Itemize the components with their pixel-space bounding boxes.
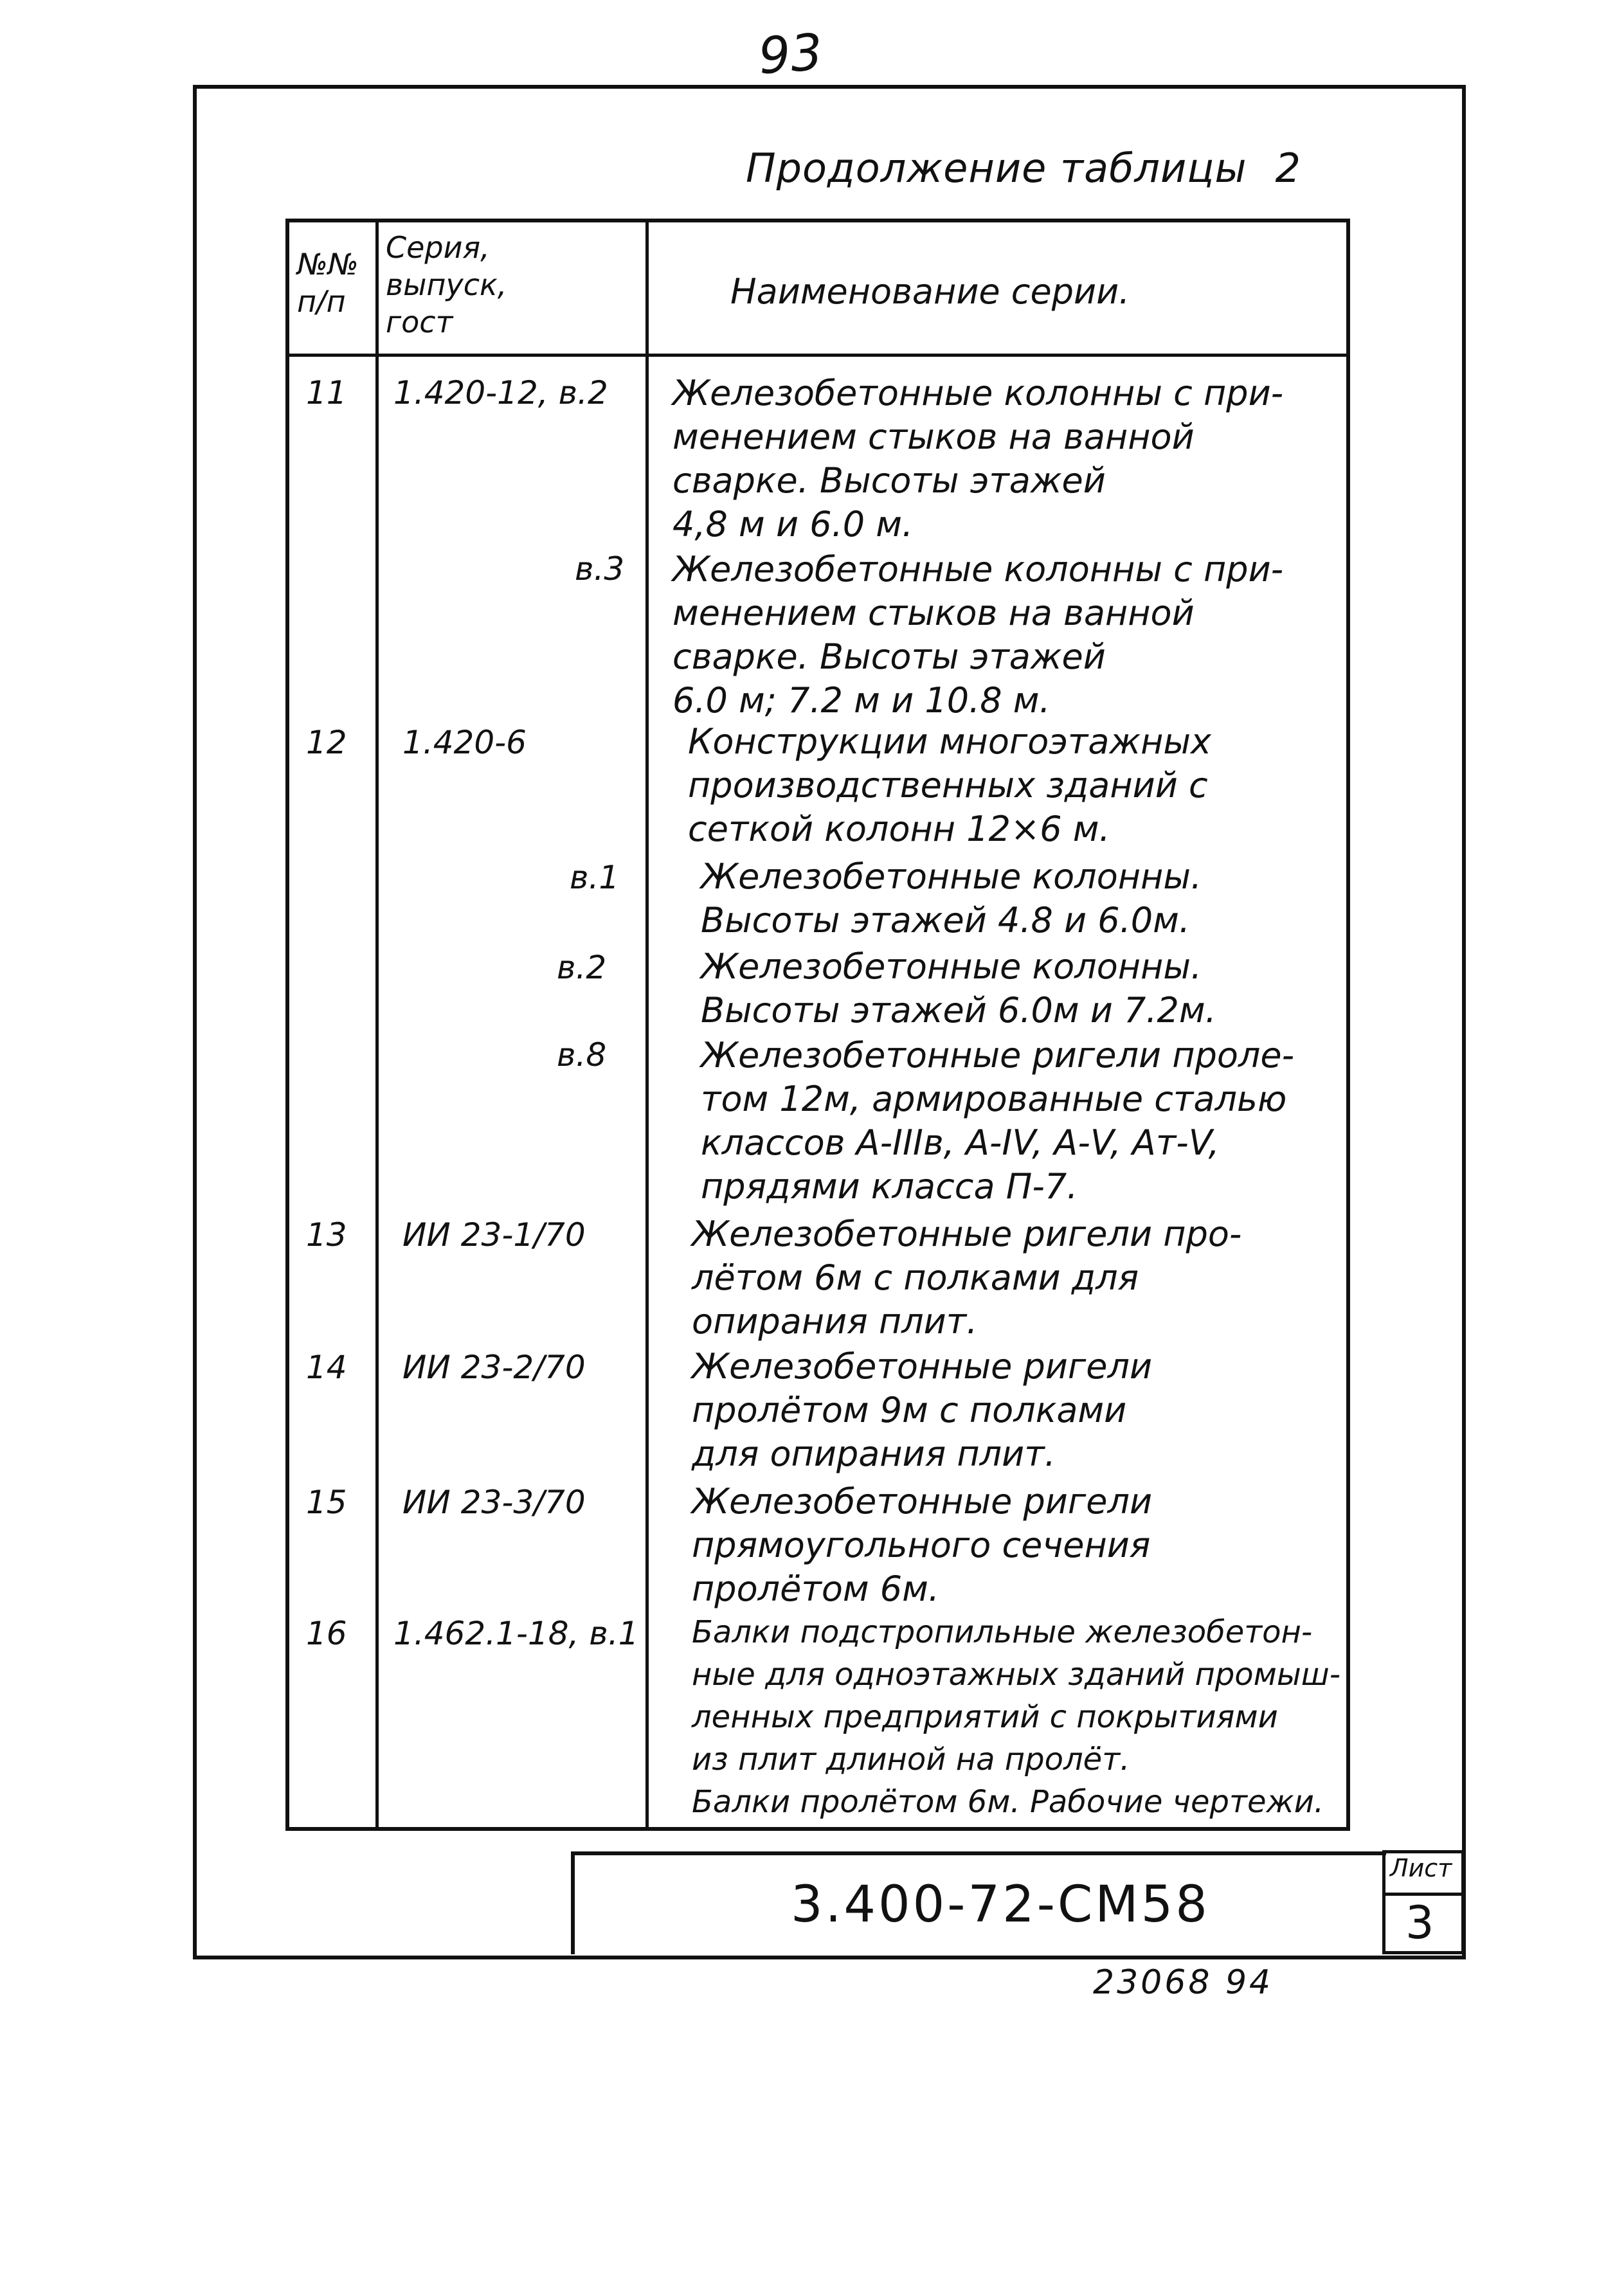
- series-code: 1.420-12, в.2: [393, 374, 608, 411]
- row-number: 16: [306, 1615, 347, 1652]
- series-name: Железобетонные ригели проле- том 12м, армированные сталью классов А-IIIв, А-IV, А-V, Ат-V, прядями класса П-7.: [701, 1035, 1295, 1207]
- table-continuation-title: [746, 145, 1301, 192]
- series-code: 1.462.1-18, в.1: [393, 1615, 639, 1652]
- row-number: 13: [306, 1216, 347, 1254]
- series-name: Конструкции многоэтажных производственных зданий с сеткой колонн 12×6 м.: [688, 721, 1212, 849]
- header-series-col: Серия, выпуск, гост: [386, 230, 507, 339]
- header-divider: [289, 354, 1346, 357]
- inventory-number: 23068 94: [1093, 1963, 1274, 2002]
- series-name: Железобетонные ригели пролётом 9м с полками для опирания плит.: [692, 1346, 1153, 1474]
- series-issue: в.2: [557, 949, 607, 986]
- row-number: 11: [306, 374, 347, 411]
- series-code: ИИ 23-2/70: [402, 1349, 586, 1386]
- series-name: Железобетонные колонны с при- менением стыков на ванной сварке. Высоты этажей 4,8 м и 6.0 м.: [672, 373, 1284, 544]
- sheet-number: 3: [1405, 1896, 1434, 1949]
- series-code: ИИ 23-3/70: [402, 1484, 586, 1521]
- series-name: Железобетонные колонны. Высоты этажей 6.0м и 7.2м.: [701, 946, 1216, 1030]
- sheet-divider: [1382, 1893, 1465, 1896]
- series-code: 1.420-6: [402, 724, 527, 761]
- sheet-label: Лист: [1390, 1854, 1452, 1882]
- series-issue: в.3: [575, 550, 625, 588]
- series-name: Железобетонные колонны с при- менением стыков на ванной сварке. Высоты этажей 6.0 м; 7.2 м и 10.8 м.: [672, 549, 1284, 721]
- document-code: 3.400-72-СМ58: [791, 1876, 1210, 1934]
- title-table-number: 2: [1275, 145, 1301, 192]
- row-number: 15: [306, 1484, 347, 1521]
- header-name-col: Наименование серии.: [730, 271, 1130, 312]
- header-num-col: №№ п/п: [297, 247, 359, 319]
- column-divider: [375, 222, 379, 1827]
- series-name: Железобетонные колонны. Высоты этажей 4.8 и 6.0м.: [701, 856, 1202, 941]
- series-issue: в.8: [557, 1036, 607, 1074]
- series-issue: в.1: [570, 859, 620, 896]
- series-code: ИИ 23-1/70: [402, 1216, 586, 1254]
- row-number: 14: [306, 1349, 347, 1386]
- row-number: 12: [306, 724, 347, 761]
- column-divider: [645, 222, 649, 1827]
- series-table: [285, 219, 1350, 1831]
- series-name: Железобетонные ригели про- лётом 6м с полками для опирания плит.: [692, 1214, 1242, 1342]
- series-name: Железобетонные ригели прямоугольного сечения пролётом 6м.: [692, 1481, 1153, 1609]
- page-number: 93: [756, 23, 825, 86]
- series-name: Балки подстропильные железобетон- ные для одноэтажных зданий промыш- ленных предприятий с покрытиями из плит длиной на пролёт. Балки пролётом 6м. Рабочие чертежи.: [692, 1614, 1341, 1820]
- title-text: Продолжение таблицы: [746, 145, 1247, 192]
